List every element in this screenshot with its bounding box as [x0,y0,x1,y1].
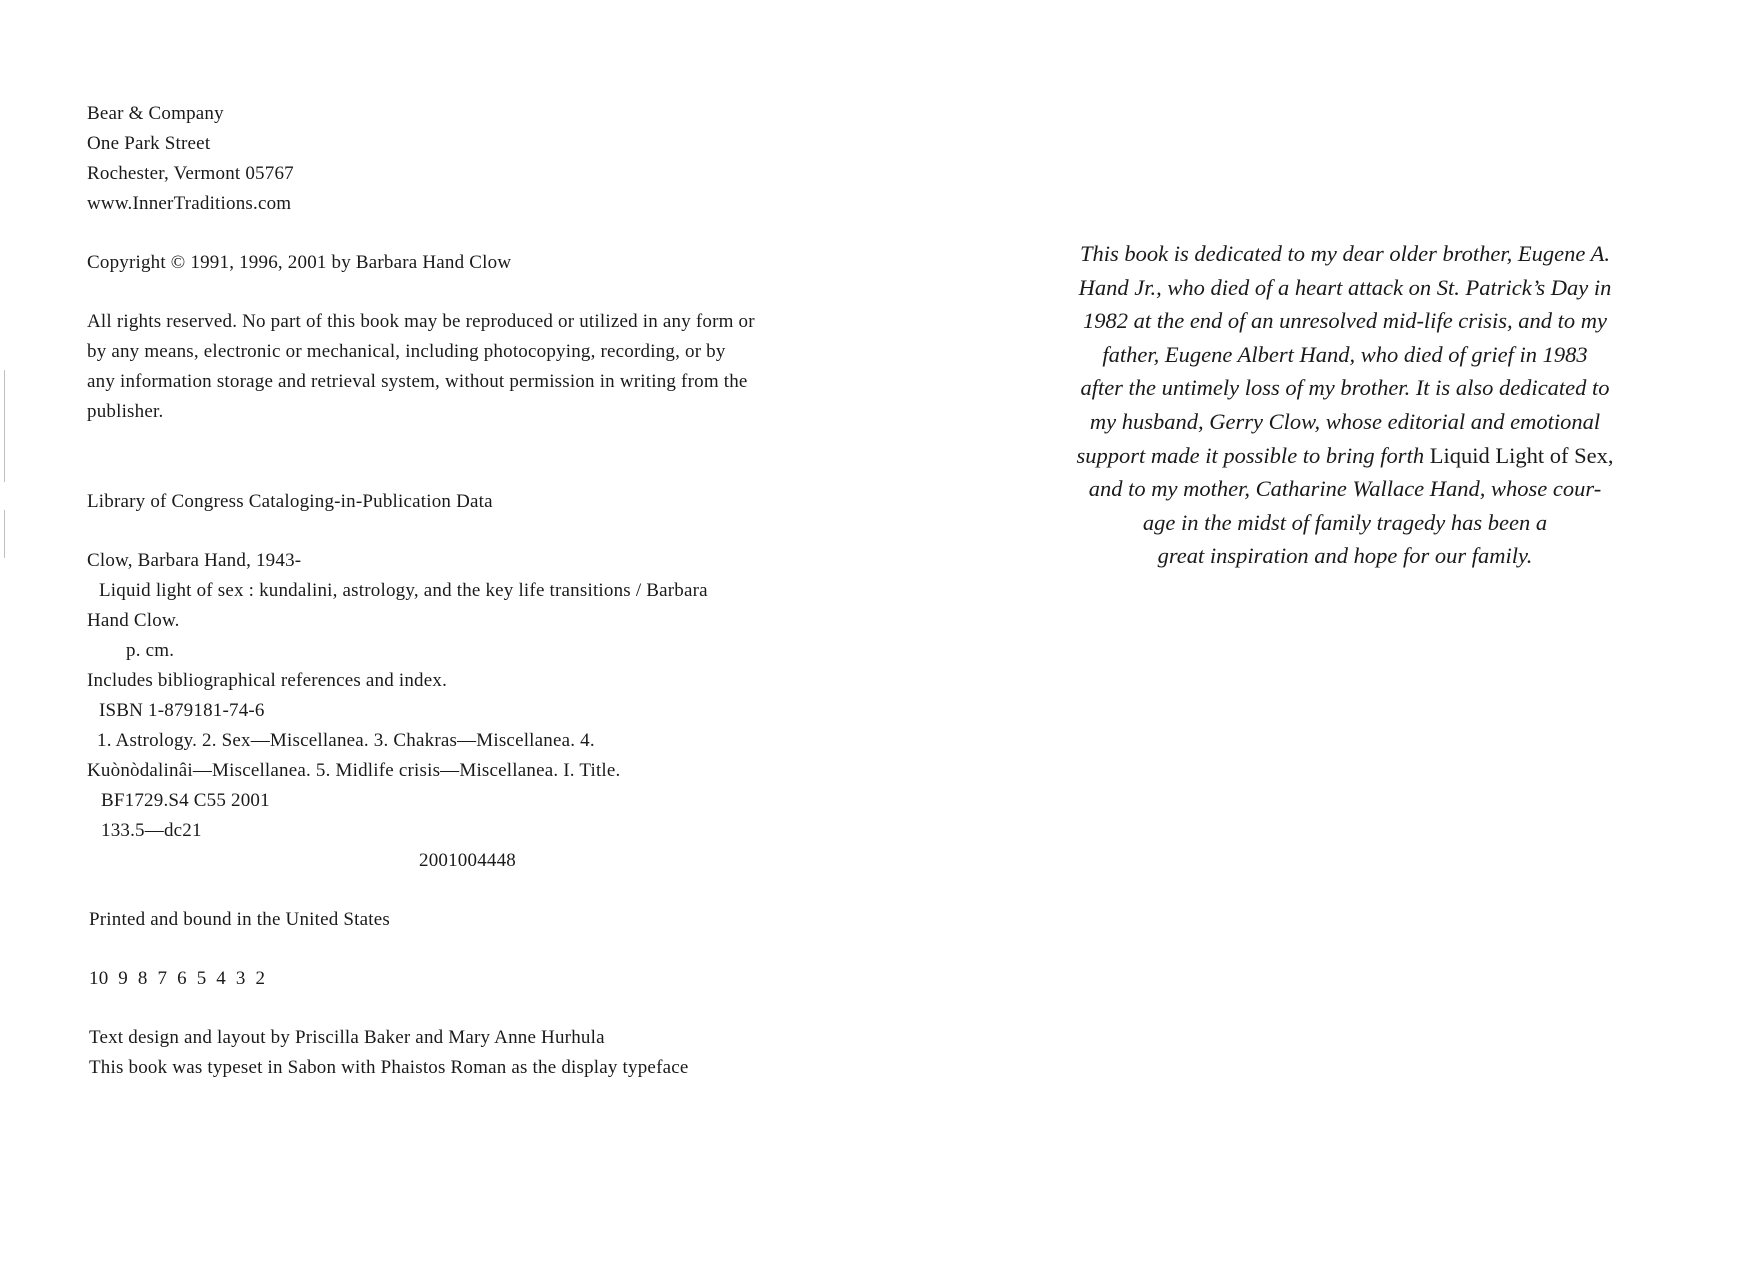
scan-edge-mark [4,510,5,558]
rights-line: by any means, electronic or mechanical, including photocopying, recording, or by [87,341,726,362]
dedication-line: Hand Jr., who died of a heart attack on St. Patrick’s Day in [1078,274,1612,300]
dedication-line: and to my mother, Catharine Wallace Hand, whose cour- [1088,476,1602,502]
cip-subjects: 1. Astrology. 2. Sex—Miscellanea. 3. Chakras—Miscellanea. 4. [97,730,595,751]
dedication-line [1050,439,1640,473]
publisher-website: www.InnerTraditions.com [87,193,292,214]
cip-subjects-cont: Kuònòdalinâi—Miscellanea. 5. Midlife crisis—Miscellanea. I. Title. [87,760,621,781]
publisher-street: One Park Street [87,133,211,154]
cip-includes: Includes bibliographical references and index. [87,670,448,691]
dedication-line: This book is dedicated to my dear older brother, Eugene A. [1080,241,1610,266]
cip-pages: p. cm. [126,640,175,661]
cip-author: Clow, Barbara Hand, 1943- [87,550,302,571]
copyright-notice: Copyright © 1991, 1996, 2001 by Barbara Hand Clow [87,252,512,273]
cip-isbn: ISBN 1-879181-74-6 [99,700,265,721]
rights-line: All rights reserved. No part of this book may be reproduced or utilized in any form or [87,311,755,332]
cip-call-number: BF1729.S4 C55 2001 [101,790,270,811]
design-credit: Text design and layout by Priscilla Baker and Mary Anne Hurhula [89,1027,605,1048]
cip-title-cont: Hand Clow. [87,610,180,631]
cip-heading: Library of Congress Cataloging-in-Publication Data [87,491,493,512]
dedication-line: great inspiration and hope for our family. [1157,543,1533,569]
typeset-credit: This book was typeset in Sabon with Phaistos Roman as the display typeface [89,1057,689,1078]
publisher-name: Bear & Company [87,103,224,124]
dedication-line: age in the midst of family tragedy has been a [1142,509,1548,535]
dedication-line: after the untimely loss of my brother. It is also dedicated to [1080,375,1610,401]
publisher-city: Rochester, Vermont 05767 [87,163,294,184]
dedication [1050,237,1640,573]
printed-notice: Printed and bound in the United States [89,909,391,930]
cip-lccn: 2001004448 [419,850,516,871]
dedication-line: my husband, Gerry Clow, whose editorial and emotional [1089,408,1601,434]
rights-line: any information storage and retrieval system, without permission in writing from the [87,371,748,392]
book-title: Liquid Light of Sex, [1429,442,1614,468]
scan-edge-mark [4,370,5,482]
dedication-line: 1982 at the end of an unresolved mid-life crisis, and to my [1082,308,1608,334]
cip-title: Liquid light of sex : kundalini, astrology, and the key life transitions / Barbara [99,580,708,601]
print-line: 10 9 8 7 6 5 4 3 2 [89,968,266,989]
dedication-text: support made it possible to bring forth [1076,442,1430,468]
cip-dewey: 133.5—dc21 [101,820,202,841]
rights-line: publisher. [87,401,164,422]
dedication-line: father, Eugene Albert Hand, who died of grief in 1983 [1102,341,1588,367]
